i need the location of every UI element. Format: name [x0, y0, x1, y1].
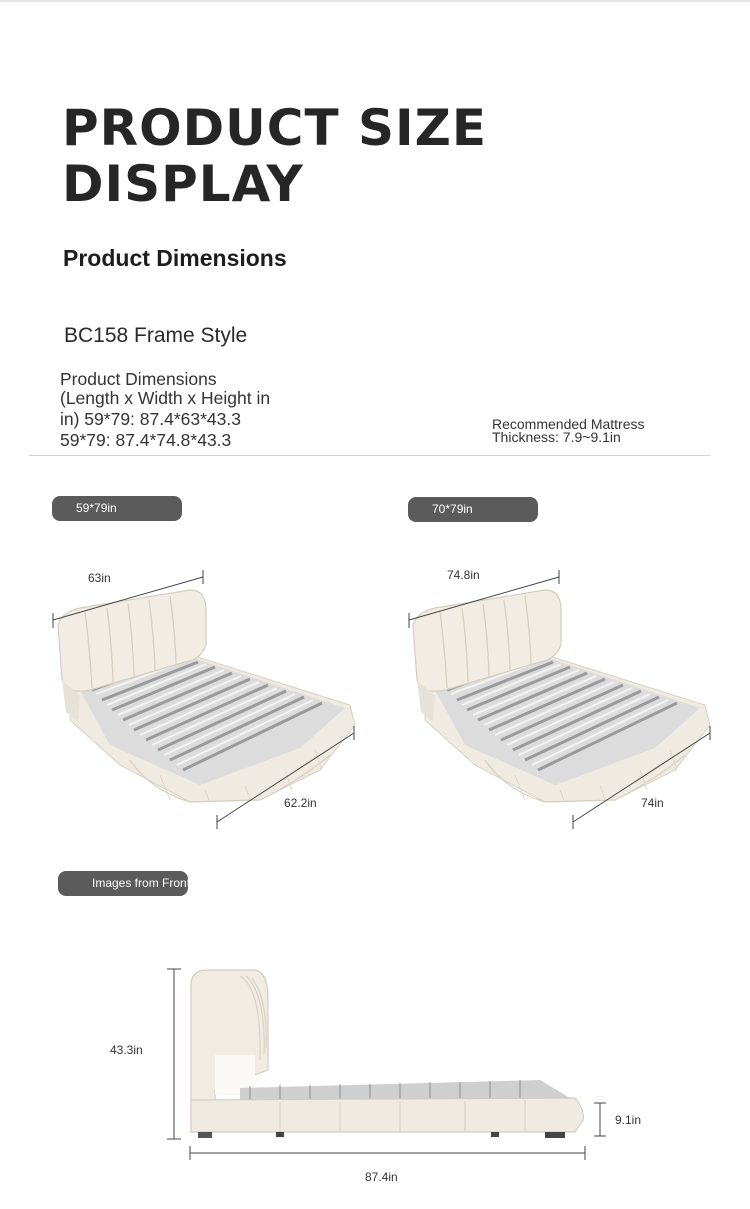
section-heading: Product Dimensions	[63, 245, 287, 271]
title-line-1: PRODUCT SIZE	[62, 99, 487, 157]
bed-left-width-label: 63in	[88, 571, 111, 585]
bed-left-length-label: 62.2in	[284, 796, 317, 810]
bed-right-length-label: 74in	[641, 796, 664, 810]
dims-line: in) 59*79: 87.4*63*43.3	[60, 409, 241, 429]
size-badge-59x79: 59*79in	[52, 496, 182, 521]
dims-line: Product Dimensions	[60, 369, 217, 389]
mattress-line: Recommended Mattress	[492, 416, 645, 432]
frame-style-label: BC158 Frame Style	[64, 324, 248, 347]
side-height-label: 43.3in	[110, 1043, 143, 1057]
view-badge: Images from Front and Side	[58, 871, 188, 896]
bed-side-view-illustration	[167, 969, 606, 1160]
side-length-label: 87.4in	[365, 1170, 398, 1184]
side-thickness-label: 9.1in	[615, 1113, 642, 1127]
bed-59x79-illustration	[53, 570, 355, 829]
mattress-line: Thickness: 7.9~9.1in	[492, 429, 621, 445]
bed-70x79-illustration	[409, 570, 710, 829]
dims-line: 59*79: 87.4*74.8*43.3	[60, 430, 232, 450]
bed-right-width-label: 74.8in	[447, 568, 480, 582]
size-badge-70x79: 70*79in	[408, 497, 538, 522]
dims-line: (Length x Width x Height in	[60, 388, 271, 408]
title-line-2: DISPLAY	[62, 155, 304, 213]
